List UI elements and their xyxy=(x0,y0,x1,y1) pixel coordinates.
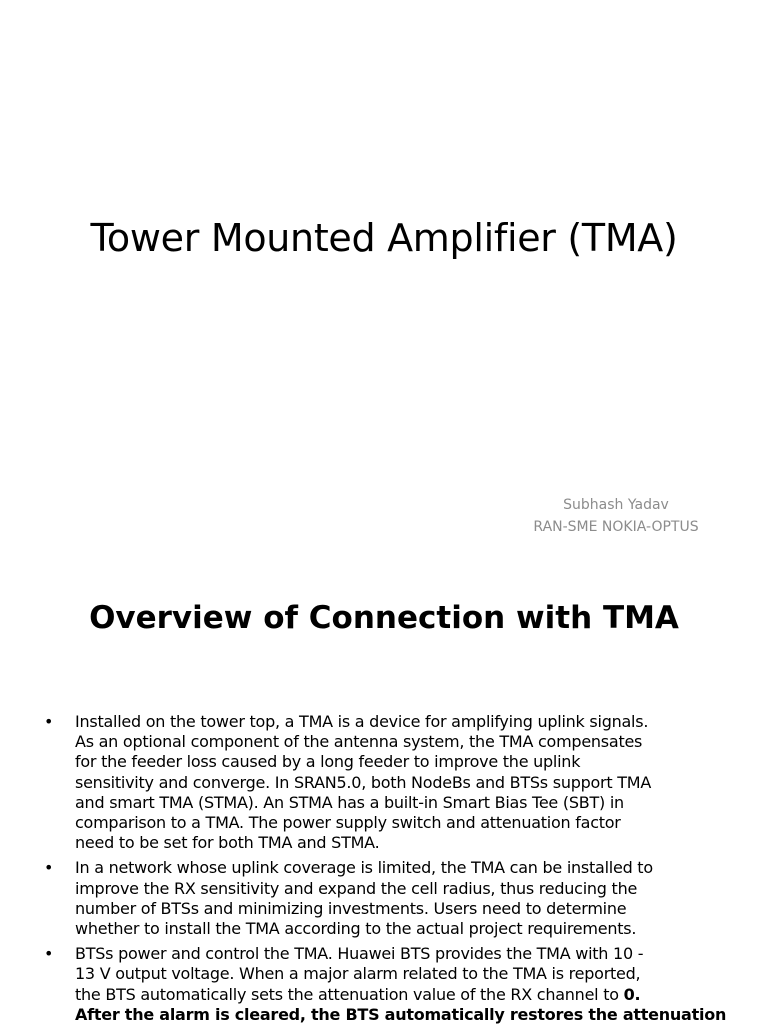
bullet-line: number of BTSs and minimizing investments. Users need to determine xyxy=(75,898,627,918)
bullet-line: In a network whose uplink coverage is limited, the TMA can be installed to xyxy=(75,858,653,878)
bullet-line: for the feeder loss caused by a long feeder to improve the uplink xyxy=(75,752,581,772)
bullet-item xyxy=(44,858,734,939)
slide-title: Overview of Connection with TMA xyxy=(89,600,679,636)
bullet-item xyxy=(44,944,734,1025)
bold-value: 0. xyxy=(623,984,641,1004)
bullet-icon: • xyxy=(44,944,54,964)
bullet-list xyxy=(44,712,734,1030)
bullet-line: need to be set for both TMA and STMA. xyxy=(75,833,380,853)
presenter-role: RAN-SME NOKIA-OPTUS xyxy=(533,519,699,535)
bullet-line: Installed on the tower top, a TMA is a device for amplifying uplink signals. xyxy=(75,712,649,731)
presentation-title: Tower Mounted Amplifier (TMA) xyxy=(90,216,678,260)
presenter-name: Subhash Yadav xyxy=(563,497,669,513)
overview-slide xyxy=(0,576,768,1024)
bullet-line xyxy=(75,985,734,1005)
bullet-icon: • xyxy=(44,712,54,731)
bullet-line: As an optional component of the antenna system, the TMA compensates xyxy=(75,732,643,752)
bullet-line: and smart TMA (STMA). An STMA has a built-in Smart Bias Tee (SBT) in xyxy=(75,792,624,812)
presenter-info xyxy=(470,494,762,538)
bullet-line: whether to install the TMA according to the actual project requirements. xyxy=(75,919,637,939)
bullet-line-bold: After the alarm is cleared, the BTS automatically restores the attenuation xyxy=(75,1004,727,1024)
bullet-text: the BTS automatically sets the attenuation value of the RX channel to xyxy=(75,984,624,1004)
bullet-line: 13 V output voltage. When a major alarm related to the TMA is reported, xyxy=(75,964,641,984)
bullet-line: sensitivity and converge. In SRAN5.0, both NodeBs and BTSs support TMA xyxy=(75,772,652,792)
bullet-line: improve the RX sensitivity and expand the cell radius, thus reducing the xyxy=(75,878,638,898)
bullet-item xyxy=(44,712,734,853)
bullet-line: BTSs power and control the TMA. Huawei BTS provides the TMA with 10 - xyxy=(75,944,644,964)
bullet-line: comparison to a TMA. The power supply switch and attenuation factor xyxy=(75,813,621,833)
bullet-icon: • xyxy=(44,858,54,878)
